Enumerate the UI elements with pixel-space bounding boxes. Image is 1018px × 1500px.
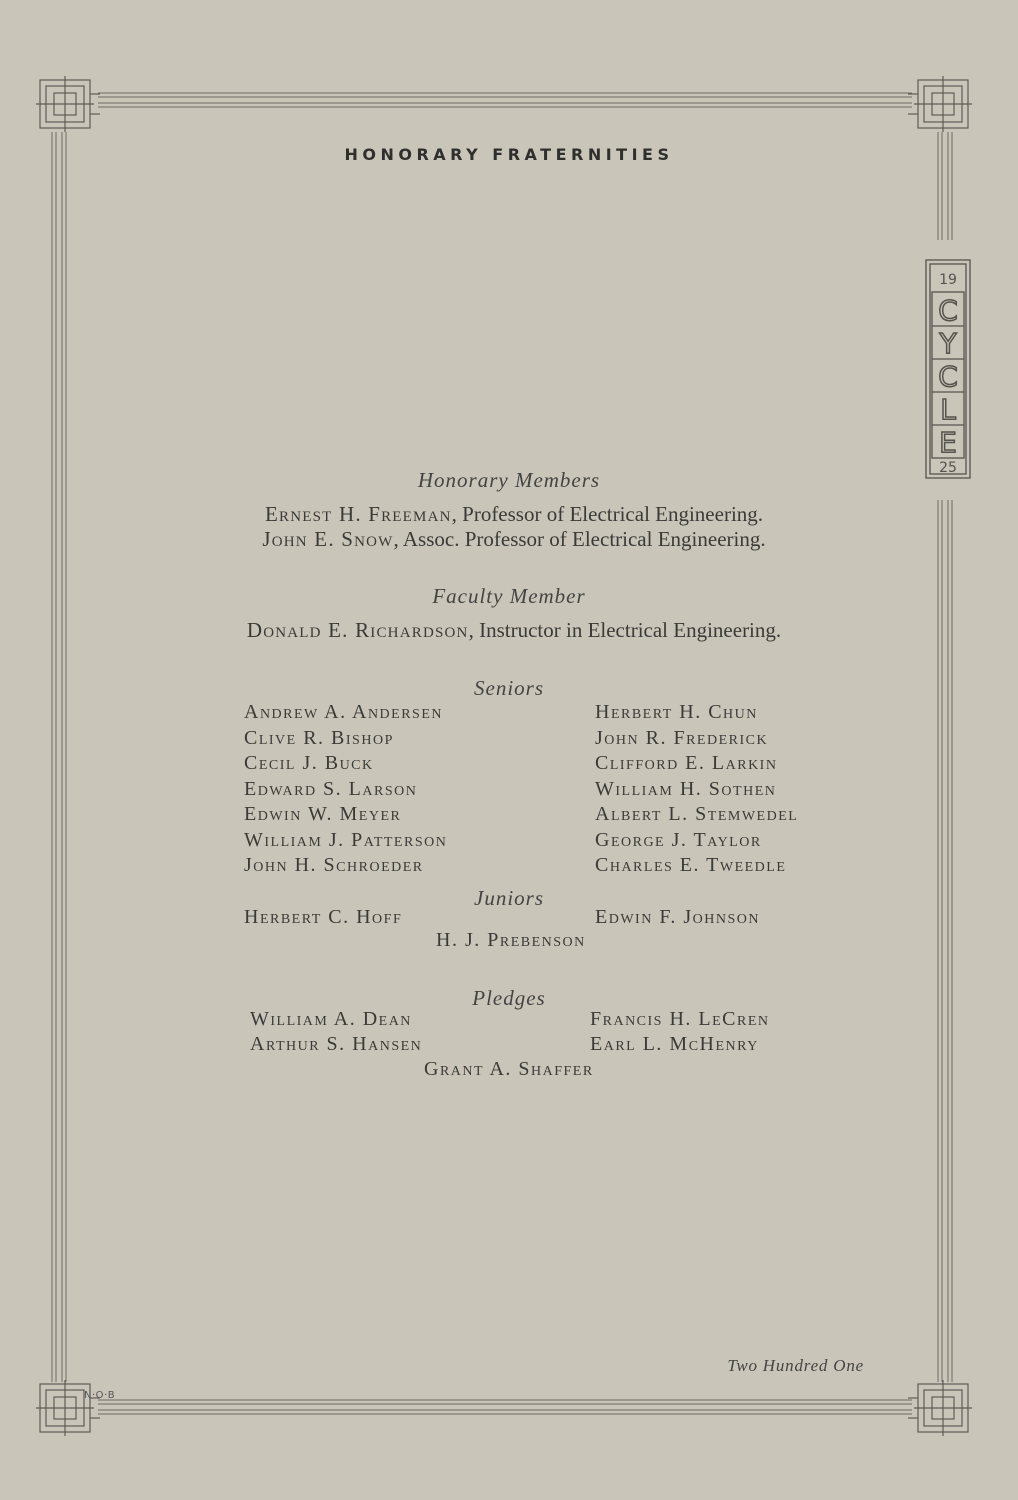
list-item: Herbert H. Chun	[595, 701, 758, 723]
member-name: John E. Snow	[262, 527, 394, 551]
junior-name: Edwin F. Johnson	[595, 906, 760, 928]
cycle-emblem	[922, 258, 974, 480]
list-item: William J. Patterson	[244, 828, 448, 851]
junior-name: H. J. Prebenson	[436, 929, 586, 951]
juniors-title: Juniors	[474, 886, 544, 910]
emblem-letter: Y	[939, 327, 957, 360]
list-item: George J. Taylor	[595, 828, 762, 851]
member-role: , Assoc. Professor of Electrical Engineering.	[393, 527, 766, 551]
member-name: Ernest H. Freeman	[264, 502, 452, 526]
pledges-title: Pledges	[472, 986, 546, 1010]
honorary-member-line	[0, 527, 1018, 552]
pledge-name: Francis H. LeCren	[590, 1008, 770, 1030]
pledge-name: William A. Dean	[250, 1008, 412, 1030]
emblem-year-top: 19	[939, 272, 957, 288]
member-role: , Instructor in Electrical Engineering.	[468, 618, 782, 642]
honorary-members-title: Honorary Members	[417, 468, 601, 492]
pledge-name: Grant A. Shaffer	[424, 1058, 594, 1080]
seniors-right-list	[595, 700, 798, 879]
artist-initials: N·O·B	[84, 1390, 116, 1401]
emblem-letter: L	[940, 393, 956, 426]
list-item: Clifford E. Larkin	[595, 752, 778, 774]
list-item: Edward S. Larson	[244, 777, 418, 800]
honorary-member-line	[0, 502, 1018, 527]
emblem-letter: C	[938, 360, 958, 393]
list-item: Cecil J. Buck	[244, 752, 374, 774]
pledge-name: Arthur S. Hansen	[250, 1033, 423, 1055]
list-item: Edwin W. Meyer	[244, 803, 402, 825]
pledge-name: Earl L. McHenry	[590, 1033, 759, 1055]
seniors-left-list	[244, 700, 447, 879]
list-item: John R. Frederick	[595, 726, 769, 749]
list-item: Andrew A. Andersen	[244, 701, 444, 723]
junior-name: Herbert C. Hoff	[244, 906, 403, 928]
faculty-member-line	[0, 618, 1018, 643]
list-item: Albert L. Stemwedel	[595, 803, 799, 825]
list-item: Charles E. Tweedle	[595, 854, 787, 876]
page-number: Two Hundred One	[727, 1356, 864, 1375]
member-role: , Professor of Electrical Engineering.	[451, 502, 764, 526]
emblem-year-bottom: 25	[939, 460, 957, 476]
page-heading: HONORARY FRATERNITIES	[344, 145, 674, 164]
list-item: Clive R. Bishop	[244, 726, 394, 749]
list-item: William H. Sothen	[595, 777, 777, 800]
emblem-letter: C	[938, 294, 958, 327]
emblem-letter: E	[939, 426, 957, 459]
member-name: Donald E. Richardson	[246, 618, 469, 642]
faculty-member-title: Faculty Member	[432, 584, 586, 608]
list-item: John H. Schroeder	[244, 854, 424, 876]
seniors-title: Seniors	[474, 676, 544, 700]
